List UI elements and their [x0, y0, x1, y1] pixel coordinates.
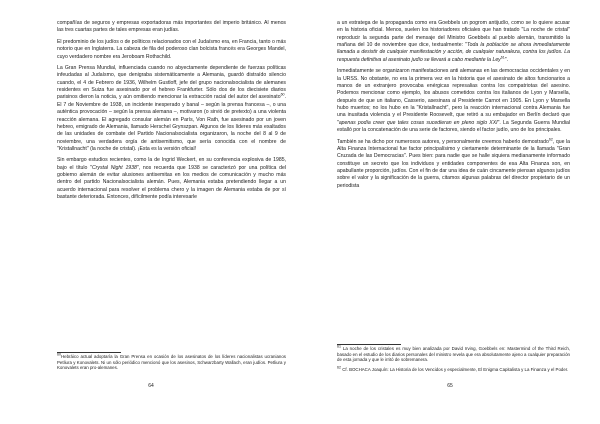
paragraph: También se ha dicho por numerosos autores, y personalmente creemos haberlo demostrado$^{62}$, que la Alta Finanza Internacional fue factor principalísimo y ciertamente determinante de la llamada "Gran Cruzada de las Democracias". Pues bien: para nadie que se halle siquiera medianamente informado constituye un secreto que los individuos y entidades componentes de esa Alta Finanza son, en apabullante proporción, judíos. Con el fin de dar una idea de cuán cincamente piensan algunos judíos sobre el valor y la significación de la guerra, citamos algunas palabras del director propietario de un periodista [337, 136, 570, 189]
footnote-divider [337, 344, 401, 345]
italic-title: Crystal Night 1938 [91, 164, 137, 171]
paragraph: Sin embargo estudios recientes, como la de Ingrid Weckert, en su conferencia explosiva de 1985, bajo el título "Crystal Night 1938", nos recuerda que 1938 se caracterizó por una política del gobierno alemán de evitar alusiones antisemitas en los medios de comunicación y mucho más dentro del partido Nacionalsocialista alemán. Pues, Alemania estaba pretendiendo llegar a un acuerdo internacional para resolver el problema chero y la imagen de Alemania estaba de por sí bastante deteriorada. Entonces, difícilmente podía interesarle [57, 157, 286, 201]
footnote: $^{62}$ Cf. BOCHACA Joaquín: La Historia de los Vencidos y especialmente, El Enigma Capitalista y La Finanza y el Poder. [337, 365, 569, 372]
paragraph: La Gran Prensa Mundial, influenciada cuando no abyectamente dependiente de fuerzas políticas infeudadas al Judaísmo, que denigraba sistemáticamente a Alemania, guardó distraído silencio cuando, el 4 de Febrero de 1936, Wilhelm Gustloff, jefe del grupo nacionalsocialista de alemanes residentes en Suiza fue asesinado por el hebreo Frankfurter. Sólo dos de los diecisiete diarios parisinos dieron la noticia, y aún omitiendo mencionar la extracción racial del autor del asesinato$^{60}$. El 7 de Noviembre de 1938, un incidente inesperado y banal – según la prensa francesa –, o una auténtica provocación – según la prensa alemana –, motivaron (o sirvió de pretexto) a una violenta reacción alemana. El agregado consular alemán en París, Von Rath, fue asesinado por un joven hebreo, emigrado de Alemania, llamado Herschel Grynszpan. Algunos de los líderes más exaltados de las unidades de combate del Partido Nacionalsocialista organizaron, la noche del 8 al 9 de noviembre, una verdadera orgía de antisemitismo, que sería conocida con el nombre de "Kristallnacht" (la noche de cristal). ¡Esta es la versión oficial! [57, 65, 286, 152]
footnote-reference[interactable]: 60 [280, 92, 285, 97]
footnote-divider [57, 352, 121, 353]
left-page-text [57, 20, 286, 206]
paragraph: a un estratega de la propaganda como era Goebbels un pogrom antijudío, como se lo quiere acusar en la historia oficial. Menos, suelen los historiadores oficiales que han tratado "La noche de cristal" reproducir la segunda parte del mensaje del Ministro Goebbels al pueblo alemán, transmitido la mañana del 10 de noviembre que dice, textualmente: "Toda la población se ahora inmediatamente llamada a desistir de cualquier manifestación y acción, de cualquier naturaleza, contra los judíos. La respuesta definitiva al asesinato judío se llevará a cabo mediante la Ley$^{61}$". [337, 20, 570, 63]
footnote-reference[interactable]: 62 [548, 136, 553, 141]
page-number: 65 [447, 383, 453, 389]
paragraph: compañías de seguros y empresas exportadoras más importantes del imperio británico. Al menos las tres cuartas partes de tales empresas eran judías. [57, 20, 286, 34]
page-number: 64 [148, 383, 154, 389]
roosevelt-quote: apenas podía creer que tales cosas sucedieran en pleno siglo XXI [338, 119, 498, 126]
footnote: $^{60}$Hebráico actual adoptaría la Gran Prensa en ocasión de los asesinatos de los líderes nacionalistas ucranianos Petliura y Konovalets. Ni un sólo periódico mencionó que los asesinos, Schwarzbarty Wallach, eran judíos. Petliura y Konovalets eran pro-alemanes. [57, 352, 286, 370]
footnote-reference[interactable]: 61 [500, 55, 505, 59]
right-page-text [337, 20, 570, 194]
goebbels-quote: Toda la población se ahora inmediatamente llamada a desistir de cualquier manifestación y acción, de cualquier naturaleza, contra los judíos. La respuesta definitiva al asesinato judío se llevará a cabo mediante la Ley [337, 42, 570, 63]
paragraph: El predominio de los judíos o de políticos relacionados con el Judaísmo era, en Francia, tanto o más notorio que en Inglaterra. La cabeza de fila del poderoso clan bolcista francés era Georges Mandel, cuyo verdadero nombre era Jeroboam Rothschild. [57, 38, 286, 60]
paragraph: Inmediatamente se organizaron manifestaciones anti alemanas en las democracias occidentales y en la URSS. No obstante, no era la primera vez en la historia que el asesinato de altos funcionarios a manos de un extranjero provocaba enérgicas represalias contra los compatriotas del asesino. Podemos mencionar como ejemplo, los abusos cometidos contra los italianos de Lyon y Marsella, después de que un italiano, Casserio, asesinara al Presidente Carnot en 1905. En Lyon y Marsella hubo muertos; no los hubo en la "Kristallnacht", pero la reacción internacional contra Alemania fue una inusitada violencia y el Presidente Roosevelt, que retiró a su embajador en Berlín declaró que "apenas podía creer que tales cosas sucedieran en pleno siglo XXI". La Segunda Guerra Mundial estalló por la concatenación de una serie de factores, siendo el factor judío, uno de los principales. [337, 68, 570, 133]
right-page [300, 0, 600, 424]
footnote: $^{61}$ La noche de los cristales es muy bien analizada por David Irving, Goebbels en: Mastermind of the Third Reich, basado en el estudio de los diarios personales del ministro revela que era absolutamente ajeno a cualquier preparación de esta jornada y que le irritó de sobremanera. [337, 344, 570, 362]
